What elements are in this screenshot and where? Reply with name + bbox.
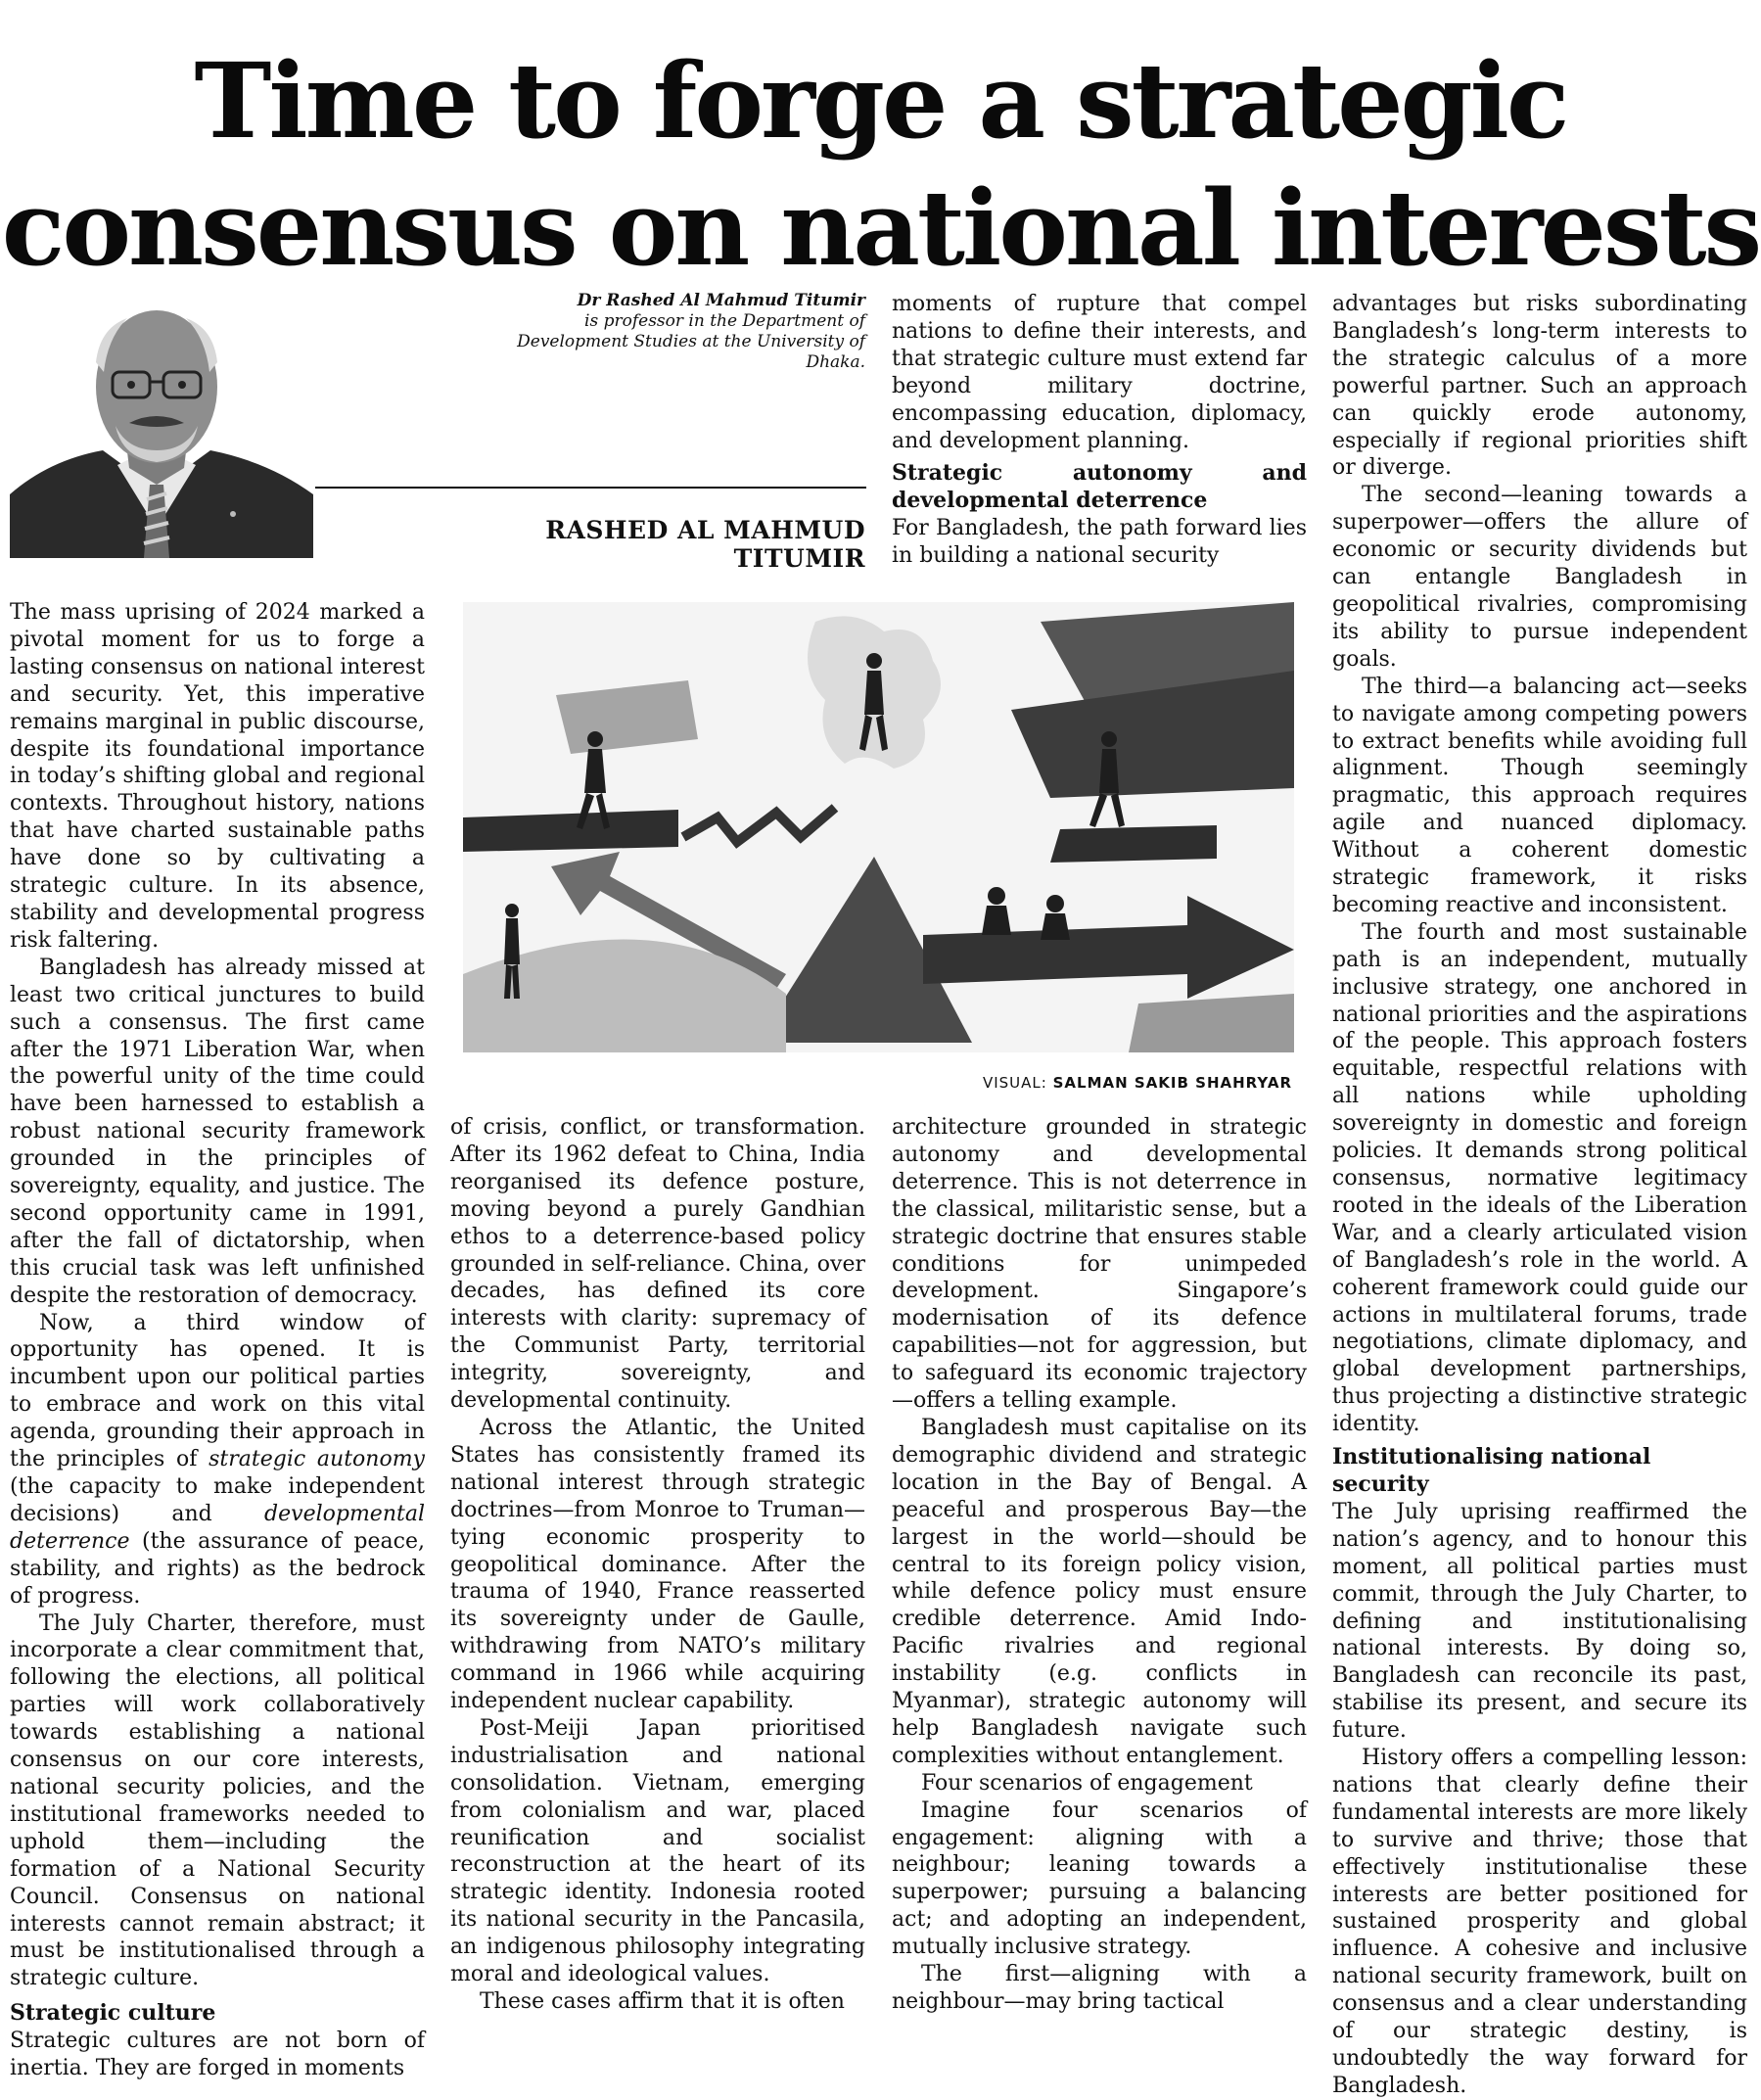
article-illustration (463, 602, 1294, 1052)
paragraph: Post-Meiji Japan prioritised industrialisation and national consolidation. Vietnam, emerging from colonialism and war, placed reunification and socialist reconstruction at the heart of its strategic identity. Indonesia rooted its national security in the Pancasila, an indigenous philosophy integrating moral and ideological values. (450, 1715, 865, 1987)
author-photo (10, 294, 313, 558)
paragraph: The second—leaning towards a superpower—offers the allure of economic or security dividends but can entangle Bangladesh in geopolitical rivalries, compromising its ability to pursue independent goals. (1332, 483, 1747, 672)
paragraph: These cases affirm that it is often (480, 1989, 845, 2014)
subheading-four-scenarios: Four scenarios of engagement (921, 1770, 1253, 1796)
subheading-institutionalising: Institutionalising national security (1332, 1444, 1651, 1497)
illustration-credit (881, 1074, 1292, 1092)
headline-line-2: consensus on national interests (1, 166, 1760, 289)
paragraph: For Bangladesh, the path forward lies in building a national security (892, 516, 1307, 569)
paragraph: The third—a balancing act—seeks to navigate among competing powers to extract benefits while avoiding full alignment. Though seemingly pragmatic, this approach requires agile and nuanced diplomacy. Without a coherent domestic strategic framework, it risks becoming reactive and inconsistent. (1332, 674, 1747, 917)
byline: RASHED AL MAHMUD TITUMIR (545, 516, 865, 573)
paragraph: Strategic cultures are not born of inertia. They are forged in moments (10, 2029, 425, 2081)
paragraph: of crisis, conflict, or transformation. After its 1962 defeat to China, India reorganised its defence posture, moving beyond a purely Gandhian ethos to a deterrence-based policy grounded in self-reliance. China, over decades, has defined its core interests with clarity: supremacy of the Communist Party, territorial integrity, sovereignty, and developmental continuity. (450, 1115, 865, 1414)
author-bio-name: Dr Rashed Al Mahmud Titumir (577, 291, 865, 310)
paragraph: The first—aligning with a neighbour—may bring tactical (892, 1962, 1307, 2014)
subheading-strategic-culture: Strategic culture (10, 2000, 216, 2027)
paragraph: Imagine four scenarios of engagement: aligning with a neighbour; leaning towards a superpower; pursuing a balancing act; and adopting an independent, mutually inclusive strategy. (892, 1797, 1307, 1960)
article-column-1 (10, 599, 425, 2081)
paragraph: Bangladesh must capitalise on its demographic dividend and strategic location in the Bay of Bengal. A peaceful and prosperous Bay—the largest in the world—should be central to its foreign policy vision, while defence policy must ensure credible deterrence. Amid Indo-Pacific rivalries and regional instability (e.g. conflicts in Myanmar), strategic autonomy will help Bangladesh navigate such complexities without entanglement. (892, 1415, 1307, 1768)
credit-label: VISUAL: (982, 1074, 1047, 1092)
article-column-3-top (892, 291, 1307, 575)
article-column-2 (450, 1114, 865, 2014)
paragraph: The fourth and most sustainable path is an independent, mutually inclusive strategy, one anchored in national priorities and the aspirations of the people. This approach fosters equitable, respectful relations with all nations while upholding sovereignty in domestic and foreign policies. It demands strong political consensus, normative legitimacy rooted in the ideals of the Liberation War, and a clearly articulated vision of Bangladesh’s role in the world. A coherent framework could guide our actions in multilateral forums, trade negotiations, climate diplomacy, and global development partnerships, thus projecting a distinctive strategic identity. (1332, 919, 1747, 1437)
author-bio-text: is professor in the Department of Development Studies at the University of Dhaka. (517, 311, 865, 372)
paragraph: advantages but risks subordinating Bangladesh’s long-term interests to the strategic calculus of a more powerful partner. Such an approach can quickly erode autonomy, especially if regional priorities shift or diverge. (1332, 292, 1747, 481)
paragraph: architecture grounded in strategic autonomy and developmental deterrence. This is not deterrence in the classical, militaristic sense, but a strategic doctrine that ensures stable conditions for unimpeded development. Singapore’s modernisation of its defence capabilities—not for aggression, but to safeguard its economic trajectory—offers a telling example. (892, 1115, 1307, 1414)
paragraph: Bangladesh has already missed at least two critical junctures to build such a consensus. The first came after the 1971 Liberation War, when the powerful unity of the time could have been harnessed to establish a robust national security framework grounded in the principles of sovereignty, equality, and justice. The second opportunity came in 1991, after the fall of dictatorship, when this crucial task was left unfinished despite the restoration of democracy. (10, 955, 425, 1308)
text-run: (the assurance of peace, stability, and rights) as the bedrock of progress. (10, 1528, 425, 1609)
text-run: (the capacity to make independent decisions) and (10, 1474, 425, 1526)
paragraph: The mass uprising of 2024 marked a pivotal moment for us to forge a lasting consensus on national interest and security. Yet, this imperative remains marginal in public discourse, despite its foundational importance in today’s shifting global and regional contexts. Throughout history, nations that have charted sustainable paths have done so by cultivating a strategic culture. In its absence, stability and developmental progress risk faltering. (10, 600, 425, 953)
paragraph: The July Charter, therefore, must incorporate a clear commitment that, following the elections, all political parties will work collaboratively towards establishing a national consensus on our core interests, national security policies, and the institutional frameworks needed to uphold them—including the formation of a National Security Council. Consensus on national interests cannot remain abstract; it must be institutionalised through a strategic culture. (10, 1610, 425, 1991)
emphasis-term: developmental deterrence (10, 1501, 425, 1554)
byline-divider (315, 487, 866, 489)
paragraph: The July uprising reaffirmed the nation’s agency, and to honour this moment, all political parties must commit, through the July Charter, to defining and institutionalising national interests. By doing so, Bangladesh can reconcile its past, stabilise its present, and secure its future. (1332, 1499, 1747, 1744)
credit-name: SALMAN SAKIB SHAHRYAR (1052, 1074, 1292, 1092)
author-bio (489, 291, 865, 373)
paragraph: History offers a compelling lesson: nations that clearly define their fundamental interests are more likely to survive and thrive; those that effectively institutionalise these interests are better positioned for sustained prosperity and global influence. A cohesive and inclusive national security framework, built on consensus and a clear understanding of our strategic destiny, is undoubtedly the way forward for Bangladesh. (1332, 1746, 1747, 2098)
text-run: Now, a third window of opportunity has opened. It is incumbent upon our political parties to embrace and work on this vital agenda, grounding their approach in the principles of (10, 1310, 425, 1472)
paragraph: Across the Atlantic, the United States has consistently framed its national interest through strategic doctrines—from Monroe to Truman—tying economic prosperity to geopolitical dominance. After the trauma of 1940, France reasserted its sovereignty under de Gaulle, withdrawing from NATO’s military command in 1966 while acquiring independent nuclear capability. (450, 1415, 865, 1714)
headline-line-1: Time to forge a strategic (194, 39, 1567, 162)
emphasis-term: strategic autonomy (209, 1447, 425, 1472)
paragraph: moments of rupture that compel nations to define their interests, and that strategic culture must extend far beyond military doctrine, encompassing education, diplomacy, and development planning. (892, 292, 1307, 453)
article-column-3-bottom (892, 1114, 1307, 2014)
article-column-4 (1332, 291, 1747, 2098)
paragraph (10, 1310, 425, 1610)
headline (0, 37, 1761, 292)
subheading-strategic-autonomy: Strategic autonomy and developmental deterrence (892, 460, 1307, 514)
